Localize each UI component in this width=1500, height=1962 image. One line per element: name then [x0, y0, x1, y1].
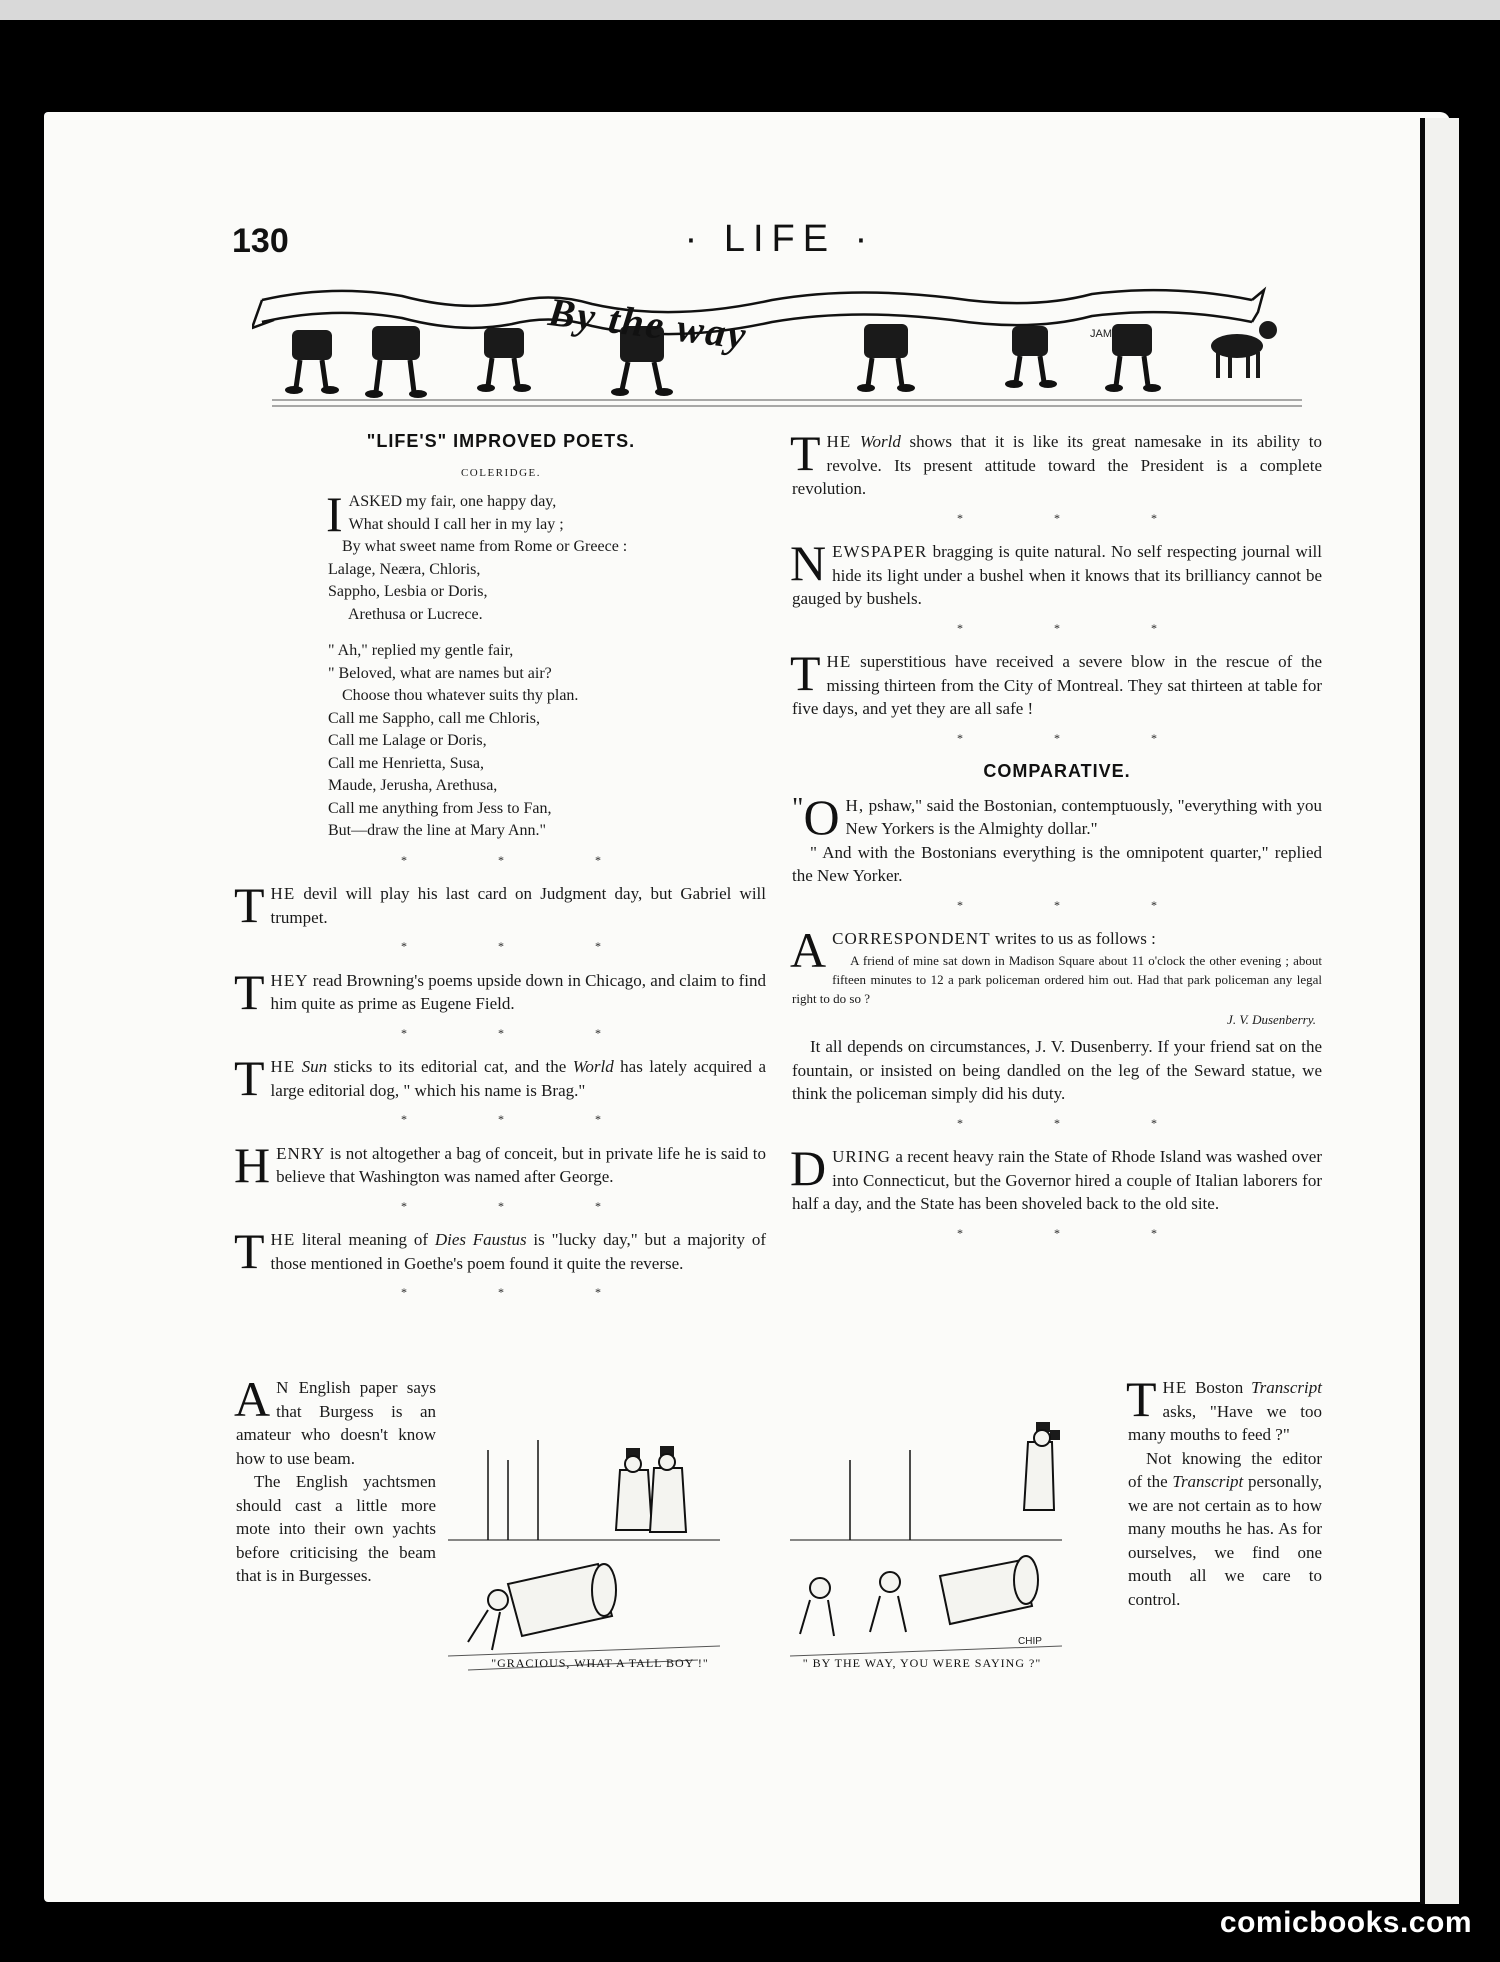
dropcap: H: [234, 1136, 271, 1193]
poem-line: " Ah," replied my gentle fair,: [328, 642, 514, 659]
lead-word: HE: [270, 1230, 296, 1249]
banner-lettering: By the way: [546, 288, 750, 359]
separator-stars: * * *: [957, 510, 1201, 525]
paragraph-rhode-island: [790, 1140, 1322, 1216]
italic-title: World: [859, 432, 901, 451]
paragraph-text: The English yachtsmen should cast a little more mote into their own yachts before criticising the beam that is in Burgesses.: [236, 1472, 436, 1585]
paragraph-devil: [234, 877, 766, 933]
by-the-way-banner-illustration: [252, 282, 1312, 418]
improved-poets-heading: "LIFE'S" IMPROVED POETS.: [366, 431, 636, 451]
paragraph-browning: [234, 963, 766, 1020]
transcript-paragraph: [1126, 1371, 1322, 1611]
italic-title: Transcript: [1172, 1472, 1244, 1491]
dropcap: D: [790, 1140, 827, 1196]
lead-word: HE: [270, 884, 296, 903]
dropcap: T: [234, 877, 265, 933]
italic-title: Transcript: [1251, 1378, 1322, 1397]
running-title: · LIFE ·: [684, 218, 876, 260]
italic-title: Sun: [301, 1057, 328, 1076]
lead-word: HE: [270, 1057, 296, 1076]
paragraph-text: " And with the Bostonians everything is the omnipotent quarter," replied the New Yorker.: [792, 842, 1322, 885]
paragraph-text: bragging is quite natural. No self respecting journal will hide its light under a bushel when it knows that its brilliancy cannot be gauged by bushels.: [792, 542, 1322, 608]
separator-stars: * * *: [401, 1025, 645, 1040]
paragraph-text: is not altogether a bag of conceit, but in private life he is said to believe that Washington was named after George.: [276, 1143, 766, 1186]
dropcap: A: [790, 922, 827, 978]
poem: [236, 486, 766, 843]
paragraph-newspaper: [790, 535, 1322, 611]
adjacent-page-edge: [1420, 118, 1459, 1904]
lead-word: HEY: [270, 970, 309, 990]
editor-reply: It all depends on circumstances, J. V. Dusenberry. If your friend sat on the fountain, or insisted on being dandled on the leg of the Seward statue, we think the policeman simply did his duty.: [792, 1037, 1322, 1103]
poem-line: Lalage, Neæra, Chloris,: [328, 560, 481, 578]
open-quote: ": [792, 792, 804, 824]
paragraph-dies-faustus: [234, 1223, 767, 1279]
lead-word: URING: [832, 1147, 891, 1166]
paragraph-henry: [234, 1136, 766, 1193]
dropcap: T: [1126, 1371, 1157, 1427]
correspondent-letter: A friend of mine sat down in Madison Square about 11 o'clock the other evening ; about fifteen minutes to 12 a park policeman ordered him out. Had that park policeman any legal right to do so ?: [792, 952, 1322, 1006]
dropcap: T: [234, 1050, 265, 1106]
paragraph-text: Boston: [1187, 1378, 1252, 1397]
correspondent-signature: J. V. Dusenberry.: [1227, 1011, 1316, 1027]
separator-stars: * * *: [401, 939, 645, 953]
italic-phrase: Dies Faustus: [434, 1230, 527, 1249]
separator-stars: * * *: [957, 897, 1201, 912]
paragraph-text: sticks to its editorial cat, and the: [327, 1057, 573, 1076]
separator-stars: * * *: [957, 1115, 1201, 1130]
paragraph-text: Not knowing the editor of the: [1128, 1448, 1322, 1491]
italic-title: World: [572, 1057, 614, 1076]
dropcap: O: [803, 788, 840, 845]
paragraph-text: has lately acquired a large editorial dog, " which his name is Brag.": [270, 1057, 767, 1100]
separator-stars: * * *: [957, 730, 1201, 745]
poem-line: Arethusa or Lucrece.: [348, 605, 483, 623]
lead-word: H,: [845, 795, 865, 815]
poem-line: What should I call her in my lay ;: [348, 515, 564, 533]
lead-word: CORRESPONDENT: [832, 929, 991, 948]
separator-stars: * * *: [401, 1285, 645, 1299]
poem-line: Call me anything from Jess to Fan,: [328, 799, 552, 817]
poem-line: Call me Henrietta, Susa,: [328, 754, 484, 772]
dropcap: N: [790, 535, 827, 591]
paragraph-correspondent: [790, 922, 1322, 1106]
paragraph-sun-world: [234, 1050, 767, 1106]
poem-line: By what sweet name from Rome or Greece :: [342, 538, 628, 555]
separator-stars: * * *: [401, 1112, 645, 1126]
paragraph-text: read Browning's poems upside down in Chicago, and claim to find him quite as prime as Eugene Field.: [270, 970, 766, 1013]
cartoon-by-the-way-illustration: [790, 1420, 1062, 1680]
poem-line: Call me Sappho, call me Chloris,: [328, 709, 540, 727]
separator-stars: * * *: [401, 852, 645, 867]
paragraph-text: writes to us as follows :: [990, 929, 1156, 948]
cartoon-signature: CHIP: [1018, 1636, 1042, 1647]
paragraph-superstitious: [790, 645, 1322, 721]
paragraph-text: pshaw," said the Bostonian, contemptuously, "everything with you New Yorkers is the Almighty dollar.": [845, 795, 1322, 838]
paragraph-text: is "lucky day," but a majority of those mentioned in Goethe's poem found it quite the reverse.: [270, 1230, 767, 1273]
comparative-heading: COMPARATIVE.: [983, 761, 1131, 781]
paragraph-text: asks, "Have we too many mouths to feed ?": [1128, 1401, 1322, 1444]
separator-stars: * * *: [957, 620, 1201, 635]
poem-line: Call me Lalage or Doris,: [328, 732, 487, 749]
dropcap: T: [790, 425, 821, 481]
dropcap: A: [234, 1371, 271, 1427]
paragraph-comparative: [792, 788, 1322, 888]
separator-stars: * * *: [401, 1198, 645, 1213]
page-number: 130: [232, 222, 289, 260]
poem-line: But—draw the line at Mary Ann.": [328, 822, 547, 839]
lead-word: ENRY: [276, 1143, 326, 1163]
cartoon-caption: " BY THE WAY, YOU WERE SAYING ?": [802, 1656, 1042, 1670]
separator-stars: * * *: [957, 1225, 1201, 1240]
left-column: [236, 430, 766, 1315]
dropcap: T: [790, 645, 821, 701]
poem-attribution: COLERIDGE.: [460, 466, 542, 479]
lead-word: N: [276, 1378, 290, 1397]
burgess-paragraph: [234, 1371, 436, 1588]
paragraph-text: devil will play his last card on Judgment day, but Gabriel will trumpet.: [270, 884, 766, 927]
scan-border: [0, 0, 1500, 20]
paragraph-world-revolve: [790, 425, 1323, 501]
lead-word: EWSPAPER: [832, 542, 928, 561]
banner-artist-signature: JAM: [1090, 328, 1112, 340]
paragraph-text: personally, we are not certain as to how many mouths he has. As for ourselves, we find one mouth all we care to control.: [1128, 1472, 1322, 1609]
paragraph-text: shows that it is like its great namesake in its ability to revolve. Its present attitude toward the President is a complete revolution.: [792, 432, 1323, 498]
poem-line: Sappho, Lesbia or Doris,: [328, 583, 488, 600]
watermark: comicbooks.com: [1219, 1906, 1472, 1939]
lead-word: HE: [826, 432, 852, 451]
cartoon-tall-boy-illustration: [448, 1420, 720, 1680]
paragraph-text: English paper says that Burgess is an amateur who doesn't know how to use beam.: [236, 1378, 436, 1468]
paragraph-text: a recent heavy rain the State of Rhode Island was washed over into Connecticut, but the Governor hired a couple of Italian laborers for half a day, and the State has been shoveled back to the old site.: [792, 1147, 1322, 1213]
right-column: [790, 425, 1323, 1255]
dropcap: T: [234, 1223, 265, 1279]
paragraph-text: superstitious have received a severe blow in the rescue of the missing thirteen from the City of Montreal. They sat thirteen at table for five days, and yet they are all safe !: [792, 652, 1322, 718]
paragraph-text: literal meaning of: [295, 1230, 435, 1249]
lead-word: HE: [826, 652, 852, 671]
lead-word: HE: [1162, 1378, 1188, 1397]
poem-line: Maude, Jerusha, Arethusa,: [328, 777, 498, 794]
cartoon-caption: "GRACIOUS, WHAT A TALL BOY !": [491, 1656, 709, 1670]
poem-line: Choose thou whatever suits thy plan.: [342, 687, 579, 704]
poem-dropcap: I: [326, 486, 343, 542]
dropcap: T: [234, 963, 265, 1020]
poem-line: ASKED my fair, one happy day,: [348, 493, 557, 510]
poem-line: " Beloved, what are names but air?: [328, 664, 552, 682]
